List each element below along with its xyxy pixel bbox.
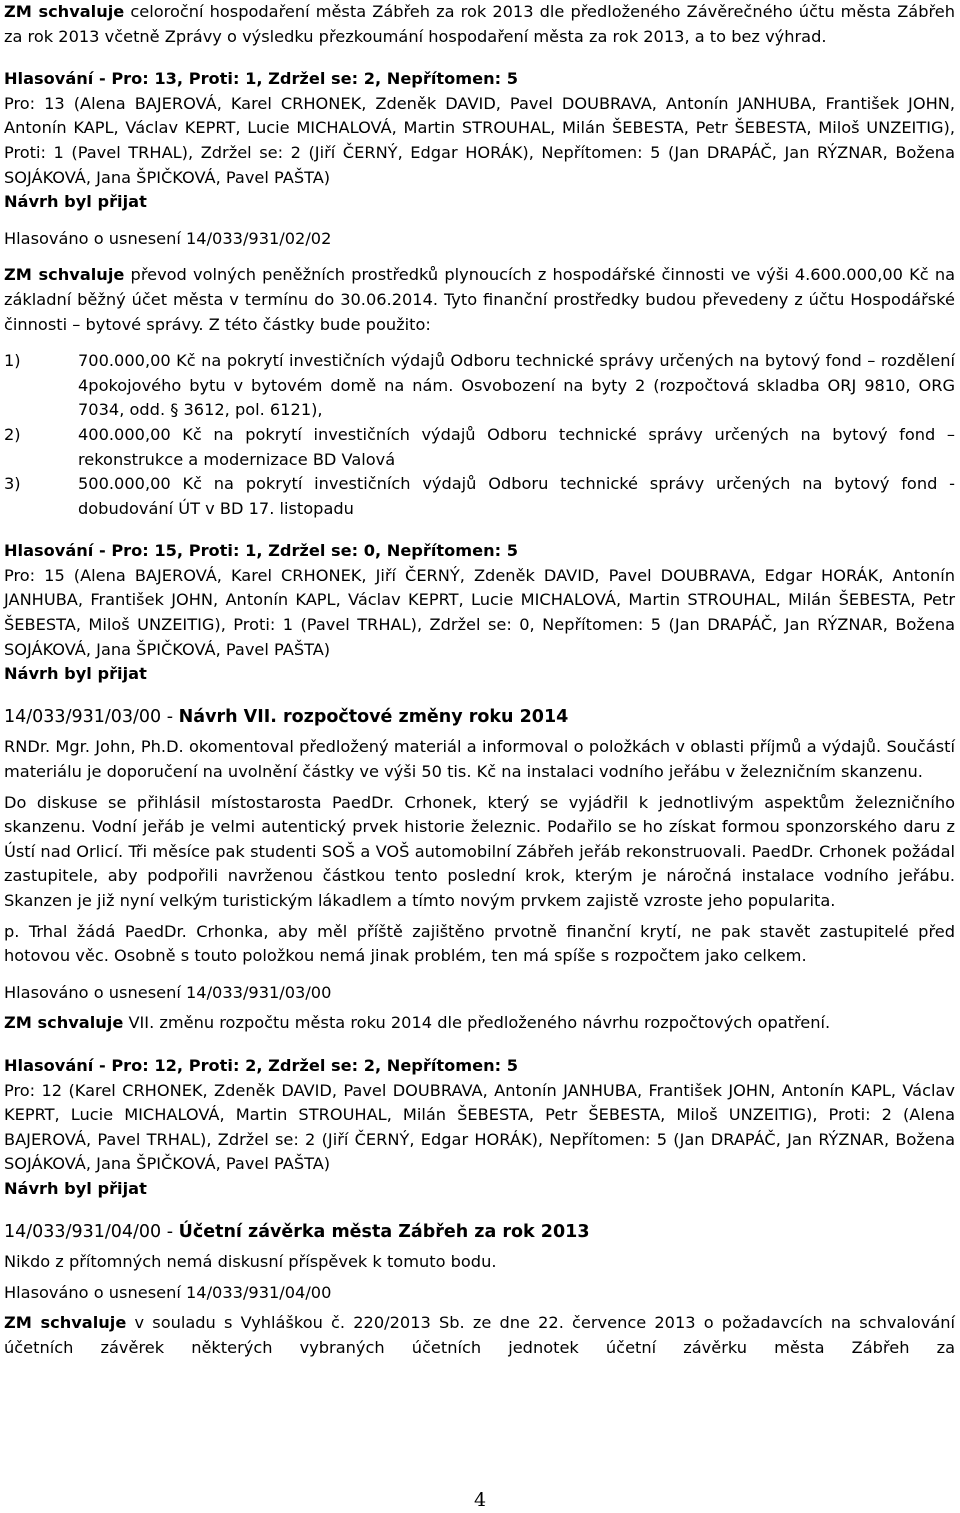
intro-paragraph [4, 0, 955, 49]
intro-text: celoroční hospodaření města Zábřeh za rok 2013 dle předloženého Závěrečného účtu města Zábřeh za rok 2013 včetně Zprávy o výsledku přezkoumání hospodaření města za rok 2013, a to bez výhrad. [4, 2, 956, 46]
list-item [4, 423, 955, 472]
vote1-heading: Hlasování - Pro: 13, Proti: 1, Zdržel se: 2, Nepřítomen: 5 [4, 69, 519, 89]
section4-text: v souladu s Vyhláškou č. 220/2013 Sb. ze dne 22. července 2013 o požadavcích na schvalování účetních závěrek některých vybraných účetních jednotek účetní závěrku města Zábřeh za [4, 1313, 955, 1357]
list-item-number: 3) [4, 474, 21, 494]
list-item [4, 472, 955, 521]
resolution2-text: převod volných peněžních prostředků plynoucích z hospodářské činnosti ve výši 4.600.000,00 Kč na základní běžný účet města v termínu do 30.06.2014. Tyto finanční prostředky budou převedeny z účtu Hospodářské činnosti – bytové správy. Z této částky bude použito: [4, 265, 956, 334]
intro-lead: ZM schvaluje [4, 2, 125, 21]
section4-title: Účetní závěrka města Zábřeh za rok 2013 [178, 1221, 590, 1242]
vote2-detail: Pro: 15 (Alena BAJEROVÁ, Karel CRHONEK, Jiří ČERNÝ, Zdeněk DAVID, Pavel DOUBRAVA, Edgar HORÁK, Antonín JANHUBA, František JOHN, Antonín KAPL, Václav KEPRT, Lucie MICHALOVÁ, Martin STROUHAL, Milán ŠEBESTA, Petr ŠEBESTA, Miloš UNZEITIG), Proti: 1 (Pavel TRHAL), Zdržel se: 0, Nepřítomen: 5 (Jan DRAPÁČ, Jan RÝZNAR, Božena SOJÁKOVÁ, Jana ŠPIČKOVÁ, Pavel PAŠTA) [4, 565, 955, 659]
section3-number: 14/033/931/03/00 - [4, 706, 179, 727]
section3-lead: ZM schvaluje [4, 1013, 124, 1033]
page-number: 4 [473, 1489, 487, 1511]
section3-resolution [4, 1011, 955, 1036]
section3-resolution-label: Hlasováno o usnesení 14/033/931/03/00 [4, 982, 332, 1002]
section3-paragraph: p. Trhal žádá PaedDr. Crhonka, aby měl příště zajištěno prvotně finanční krytí, ne pak stavět zastupitelé před hotovou věc. Osobně s touto položkou nemá jinak problém, ten má spíše s rozpočtem jako celkem. [4, 921, 955, 966]
list-item-text: 500.000,00 Kč na pokrytí investičních výdajů Odboru technické správy určených na bytový fond - dobudování ÚT v BD 17. listopadu [78, 474, 955, 518]
section4-lead: ZM schvaluje [4, 1313, 127, 1333]
vote2-heading: Hlasování - Pro: 15, Proti: 1, Zdržel se: 0, Nepřítomen: 5 [4, 541, 519, 561]
section3-text: VII. změnu rozpočtu města roku 2014 dle předloženého návrhu rozpočtových opatření. [123, 1013, 831, 1033]
vote3-detail: Pro: 12 (Karel CRHONEK, Zdeněk DAVID, Pavel DOUBRAVA, Antonín JANHUBA, František JOHN, Antonín KAPL, Václav KEPRT, Lucie MICHALOVÁ, Martin STROUHAL, Milán ŠEBESTA, Petr ŠEBESTA, Miloš UNZEITIG), Proti: 2 (Alena BAJEROVÁ, Pavel TRHAL), Zdržel se: 2 (Jiří ČERNÝ, Edgar HORÁK), Nepřítomen: 5 (Jan DRAPÁČ, Jan RÝZNAR, Božena SOJÁKOVÁ, Jana ŠPIČKOVÁ, Pavel PAŠTA) [4, 1080, 955, 1174]
resolution2-lead: ZM schvaluje [4, 265, 125, 285]
list-item-number: 2) [4, 424, 21, 444]
vote2-result: Návrh byl přijat [4, 664, 147, 684]
section4-number: 14/033/931/04/00 - [4, 1221, 179, 1242]
vote3-heading: Hlasování - Pro: 12, Proti: 2, Zdržel se: 2, Nepřítomen: 5 [4, 1055, 519, 1075]
list-item-text: 400.000,00 Kč na pokrytí investičních výdajů Odboru technické správy určených na bytový fond – rekonstrukce a modernizace BD Valová [78, 424, 955, 469]
section4-resolution [4, 1311, 955, 1360]
vote3-result: Návrh byl přijat [4, 1178, 147, 1198]
resolution2-items [4, 349, 955, 521]
document-page [4, 0, 955, 1361]
section4-heading [4, 1220, 955, 1245]
list-item-number: 1) [4, 351, 21, 371]
section4-paragraph: Nikdo z přítomných nemá diskusní příspěvek k tomuto bodu. [4, 1252, 497, 1272]
section3-heading [4, 705, 955, 730]
resolution2-label: Hlasováno o usnesení 14/033/931/02/02 [4, 228, 332, 248]
list-item-text: 700.000,00 Kč na pokrytí investičních výdajů Odboru technické správy určených na bytový fond – rozdělení 4pokojového bytu v bytovém domě na nám. Osvobození na byty 2 (rozpočtová skladba ORJ 9810, ORG 7034, odd. § 3612, pol. 6121), [78, 351, 955, 420]
section3-paragraph: RNDr. Mgr. John, Ph.D. okomentoval předložený materiál a informoval o položkách v oblasti příjmů a výdajů. Součástí materiálu je doporučení na uvolnění částky ve výši 50 tis. Kč na instalaci vodního jeřábu v železničním skanzenu. [4, 737, 955, 782]
resolution2-paragraph [4, 263, 955, 337]
section4-resolution-label: Hlasováno o usnesení 14/033/931/04/00 [4, 1282, 332, 1302]
list-item [4, 349, 955, 423]
vote1-result: Návrh byl přijat [4, 192, 147, 212]
vote1-detail: Pro: 13 (Alena BAJEROVÁ, Karel CRHONEK, Zdeněk DAVID, Pavel DOUBRAVA, Antonín JANHUBA, František JOHN, Antonín KAPL, Václav KEPRT, Lucie MICHALOVÁ, Martin STROUHAL, Milán ŠEBESTA, Petr ŠEBESTA, Miloš UNZEITIG), Proti: 1 (Pavel TRHAL), Zdržel se: 2 (Jiří ČERNÝ, Edgar HORÁK), Nepřítomen: 5 (Jan DRAPÁČ, Jan RÝZNAR, Božena SOJÁKOVÁ, Jana ŠPIČKOVÁ, Pavel PAŠTA) [4, 93, 955, 187]
section3-title: Návrh VII. rozpočtové změny roku 2014 [178, 706, 569, 727]
section3-paragraph: Do diskuse se přihlásil místostarosta PaedDr. Crhonek, který se vyjádřil k jednotlivým aspektům železničního skanzenu. Vodní jeřáb je velmi autentický prvek historie železnic. Podařilo se ho získat formou sponzorského daru z Ústí nad Orlicí. Tři měsíce pak studenti SOŠ a VOŠ automobilní Zábřeh jeřáb rekonstruovali. PaedDr. Crhonek požádal zastupitele, aby podpořili navrženou částkou tento poslední krok, kterým je náročná instalace vodního jeřábu. Skanzen je již nyní velkým turistickým lákadlem a tímto novým prvkem zajistě vzroste jeho popularita. [4, 792, 955, 910]
